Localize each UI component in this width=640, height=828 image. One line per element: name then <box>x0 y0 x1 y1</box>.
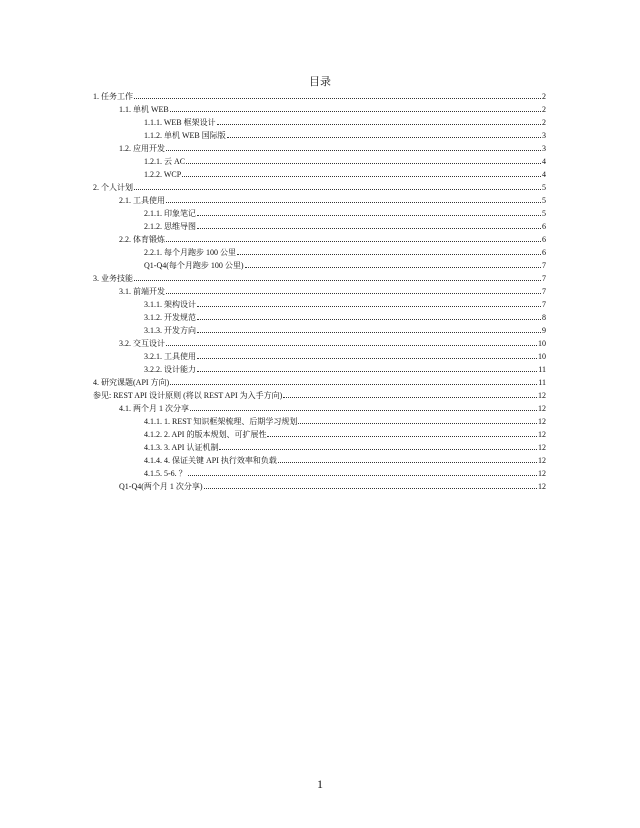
toc-entry-level-2[interactable] <box>119 142 546 155</box>
toc-dot-leader <box>134 279 541 281</box>
toc-entry-page: 7 <box>542 274 546 283</box>
toc-entry-text: 1.2. 应用开发 <box>119 144 165 153</box>
toc-dot-leader <box>170 383 537 385</box>
toc-entry-page: 9 <box>542 326 546 335</box>
toc-dot-leader <box>298 422 537 424</box>
toc-entry-page: 5 <box>542 196 546 205</box>
toc-dot-leader <box>186 162 541 164</box>
toc-entry-text: 4.1. 两个月 1 次分享 <box>119 404 189 413</box>
toc-entry-page: 6 <box>542 222 546 231</box>
toc-entry-text: 4.1.4. 4. 保证关键 API 执行效率和负载 <box>144 456 277 465</box>
toc-dot-leader <box>166 240 541 242</box>
toc-entry-level-3[interactable] <box>144 415 546 428</box>
toc-entry-level-2[interactable] <box>119 337 546 350</box>
toc-entry-page: 3 <box>542 131 546 140</box>
toc-entry-level-2[interactable] <box>119 480 546 493</box>
toc-entry-level-3[interactable] <box>144 207 546 220</box>
toc-dot-leader <box>219 448 537 450</box>
toc-dot-leader <box>190 409 537 411</box>
toc-entry-page: 5 <box>542 183 546 192</box>
toc-dot-leader <box>204 487 537 489</box>
toc-dot-leader <box>134 97 541 99</box>
toc-entry-level-2[interactable] <box>119 285 546 298</box>
toc-entry-text: 2.1.2. 思维导图 <box>144 222 196 231</box>
toc-entry-text: 3.2. 交互设计 <box>119 339 165 348</box>
toc-dot-leader <box>237 253 541 255</box>
toc-dot-leader <box>170 110 541 112</box>
page-number: 1 <box>317 777 323 791</box>
toc-entry-text: 2.2.1. 每个月跑步 100 公里 <box>144 248 236 257</box>
toc-dot-leader <box>283 396 537 398</box>
toc-entry-level-1[interactable] <box>93 90 546 103</box>
toc-dot-leader <box>267 435 537 437</box>
toc-entry-level-2[interactable] <box>119 194 546 207</box>
toc-dot-leader <box>166 201 541 203</box>
toc-entry-text: 2. 个人计划 <box>93 183 133 192</box>
toc-entry-page: 3 <box>542 144 546 153</box>
toc-entry-text: 2.2. 体育锻炼 <box>119 235 165 244</box>
toc-entry-level-3[interactable] <box>144 129 546 142</box>
toc-entry-level-2[interactable] <box>119 103 546 116</box>
toc-entry-level-3[interactable] <box>144 116 546 129</box>
toc-dot-leader <box>197 305 541 307</box>
toc-dot-leader <box>227 136 541 138</box>
toc-entry-page: 4 <box>542 170 546 179</box>
toc-entry-text: 4. 研究课题(API 方向) <box>93 378 170 387</box>
toc-entry-text: 2.1. 工具使用 <box>119 196 165 205</box>
toc-entry-page: 6 <box>542 235 546 244</box>
toc-entry-page: 2 <box>542 118 546 127</box>
toc-entry-level-3[interactable] <box>144 428 546 441</box>
toc-entry-level-1[interactable] <box>93 376 546 389</box>
toc-entry-text: 3.2.1. 工具使用 <box>144 352 196 361</box>
toc-entry-page: 4 <box>542 157 546 166</box>
toc-entry-text: 3.1.2. 开发规范 <box>144 313 196 322</box>
toc-dot-leader <box>182 175 541 177</box>
toc-entry-page: 12 <box>538 469 546 478</box>
toc-entry-page: 6 <box>542 248 546 257</box>
toc-entry-level-3[interactable] <box>144 298 546 311</box>
toc-entry-level-3[interactable] <box>144 311 546 324</box>
toc-entry-text: Q1-Q4(每个月跑步 100 公里) <box>144 261 244 270</box>
toc-entry-level-1[interactable] <box>93 181 546 194</box>
toc-entry-text: 1. 任务工作 <box>93 92 133 101</box>
toc-entry-page: 7 <box>542 300 546 309</box>
toc-entry-text: 1.1.1. WEB 框架设计 <box>144 118 216 127</box>
toc-entry-page: 2 <box>542 105 546 114</box>
toc-entry-text: 参见: REST API 设计原则 (将以 REST API 为入手方向) <box>93 391 283 400</box>
toc-dot-leader <box>278 461 537 463</box>
toc-entry-level-3[interactable] <box>144 454 546 467</box>
toc-entry-text: 3.1.1. 架构设计 <box>144 300 196 309</box>
toc-dot-leader <box>166 292 541 294</box>
toc-entry-page: 7 <box>542 261 546 270</box>
toc-entry-level-3[interactable] <box>144 168 546 181</box>
toc-entry-level-3[interactable] <box>144 259 546 272</box>
toc-entry-level-2[interactable] <box>119 402 546 415</box>
toc-entry-level-1[interactable] <box>93 272 546 285</box>
toc-entry-level-3[interactable] <box>144 467 546 480</box>
toc-entry-page: 10 <box>538 352 546 361</box>
toc-entry-text: 1.2.1. 云 AC <box>144 157 186 166</box>
toc-entry-level-3[interactable] <box>144 363 546 376</box>
toc-entry-page: 2 <box>542 92 546 101</box>
toc-entry-text: 4.1.2. 2. API 的版本规划、可扩展性 <box>144 430 267 439</box>
toc-entry-level-3[interactable] <box>144 246 546 259</box>
toc-dot-leader <box>197 227 541 229</box>
toc-entry-level-1[interactable] <box>93 389 546 402</box>
toc-entry-text: 4.1.1. 1. REST 知识框架梳理、后期学习规划 <box>144 417 298 426</box>
toc-entry-text: 3.2.2. 设计能力 <box>144 365 196 374</box>
toc-entry-page: 12 <box>538 430 546 439</box>
toc-entry-page: 11 <box>538 378 546 387</box>
toc-dot-leader <box>188 474 537 476</box>
toc-dot-leader <box>197 214 541 216</box>
toc-entry-text: 1.1. 单机 WEB <box>119 105 169 114</box>
toc-entry-page: 11 <box>538 365 546 374</box>
toc-entry-text: 4.1.5. 5-6. ？ <box>144 469 187 478</box>
toc-dot-leader <box>197 357 537 359</box>
toc-dot-leader <box>166 149 541 151</box>
toc-dot-leader <box>197 370 537 372</box>
toc-entry-page: 7 <box>542 287 546 296</box>
toc-entry-text: Q1-Q4(两个月 1 次分享) <box>119 482 203 491</box>
toc-entry-page: 12 <box>538 404 546 413</box>
toc-entry-level-3[interactable] <box>144 324 546 337</box>
toc-title: 目录 <box>309 76 331 88</box>
toc-entry-page: 12 <box>538 456 546 465</box>
toc-entry-page: 12 <box>538 443 546 452</box>
toc-entry-text: 4.1.3. 3. API 认证机制 <box>144 443 219 452</box>
toc-dot-leader <box>197 331 541 333</box>
toc-entry-level-3[interactable] <box>144 220 546 233</box>
toc-entry-page: 12 <box>538 482 546 491</box>
toc-entry-text: 1.1.2. 单机 WEB 国际版 <box>144 131 226 140</box>
toc-entry-text: 1.2.2. WCP <box>144 170 182 179</box>
toc-dot-leader <box>245 266 541 268</box>
toc-entry-page: 12 <box>538 391 546 400</box>
toc-entry-level-3[interactable] <box>144 441 546 454</box>
toc-entry-page: 5 <box>542 209 546 218</box>
toc-entry-page: 12 <box>538 417 546 426</box>
toc-dot-leader <box>197 318 541 320</box>
toc-dot-leader <box>217 123 541 125</box>
toc-entry-text: 2.1.1. 印象笔记 <box>144 209 196 218</box>
toc-entry-page: 8 <box>542 313 546 322</box>
toc-entry-text: 3.1.3. 开发方向 <box>144 326 196 335</box>
toc-dot-leader <box>134 188 541 190</box>
toc-dot-leader <box>166 344 537 346</box>
toc-entry-page: 10 <box>538 339 546 348</box>
toc-entry-level-2[interactable] <box>119 233 546 246</box>
toc-entry-text: 3. 业务技能 <box>93 274 133 283</box>
toc-entry-text: 3.1. 前端开发 <box>119 287 165 296</box>
toc-entry-level-3[interactable] <box>144 155 546 168</box>
toc-entry-level-3[interactable] <box>144 350 546 363</box>
